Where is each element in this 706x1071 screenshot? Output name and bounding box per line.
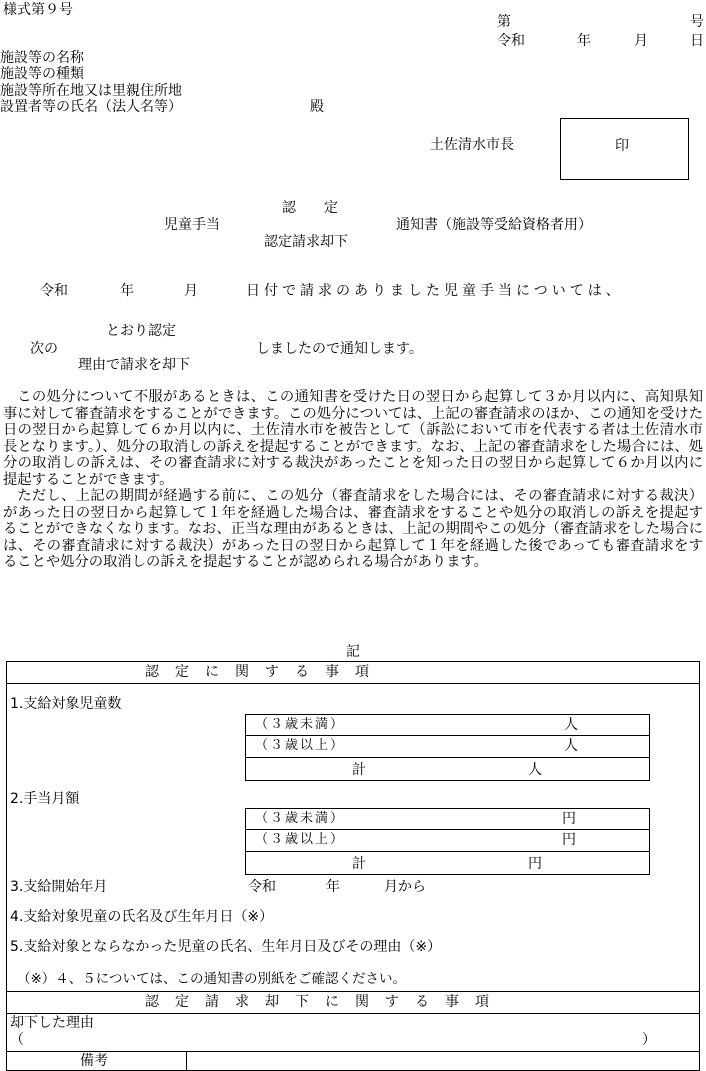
title-option-certify: 認 定 — [282, 200, 338, 216]
facility-name-label: 施設等の名称 — [0, 50, 84, 66]
item3-year: 年 — [326, 879, 340, 895]
divider — [6, 1013, 700, 1014]
form-number: 様式第９号 — [3, 2, 73, 18]
ki-mark: 記 — [346, 644, 360, 660]
reject-reason-label: 却下した理由 — [10, 1015, 94, 1031]
divider — [6, 683, 700, 684]
item1-row2-unit: 人 — [564, 738, 578, 754]
item3-month-from: 月から — [384, 879, 426, 895]
issue-date-month: 月 — [634, 33, 648, 49]
doc-number-suffix: 号 — [690, 14, 704, 30]
item1-total-label: 計 — [352, 762, 366, 778]
divider — [6, 991, 700, 992]
item1-row2-label: （３歳以上） — [255, 738, 346, 753]
notice-text — [3, 389, 703, 571]
item5-label: 5.支給対象とならなかった児童の氏名、生年月日及びその理由（※） — [10, 939, 442, 955]
item4-label: 4.支給対象児童の氏名及び生年月日（※） — [10, 909, 274, 925]
item3-label: 3.支給開始年月 — [10, 879, 108, 895]
item2-total-unit: 円 — [528, 856, 542, 872]
issuer-name: 土佐清水市長 — [430, 137, 514, 153]
founder-name-label: 設置者等の氏名（法人名等） — [0, 99, 182, 115]
honorific: 殿 — [310, 99, 324, 115]
item1-label: 1.支給対象児童数 — [10, 696, 122, 712]
divider — [186, 1051, 187, 1071]
remarks-label: 備考 — [80, 1053, 108, 1069]
issue-date-era: 令和 — [497, 33, 525, 49]
item2-row2-label: （３歳以上） — [255, 832, 346, 847]
decision-option-reject: 理由で請求を却下 — [78, 357, 190, 373]
item3-era: 令和 — [248, 879, 276, 895]
item2-row1-label: （３歳未満） — [255, 811, 346, 826]
doc-number-prefix: 第 — [497, 14, 511, 30]
item1-row1-label: （３歳未満） — [255, 717, 346, 732]
item1-total-unit: 人 — [528, 762, 542, 778]
decision-tail: しましたので通知します。 — [256, 341, 423, 357]
divider — [6, 1051, 700, 1052]
request-date-month: 月 — [184, 283, 198, 299]
issue-date-day: 日 — [690, 33, 704, 49]
request-line-text: 日付で請求のありました児童手当については、 — [246, 283, 624, 299]
title-prefix: 児童手当 — [164, 217, 220, 233]
seal-mark: 印 — [615, 138, 629, 154]
notice-paragraph-1: この処分について不服があるときは、この通知書を受けた日の翌日から起算して３か月以内に、高知県知事に対して審査請求をすることができます。この処分については、上記の審査請求のほか、この通知を受けた日の翌日から起算して６か月以内に、土佐清水市を被告として（訴訟において市を代表する者は土佐清水市長となります。）、処分の取消しの訴えを提起することができます。なお、上記の審査請求をした場合には、処分の取消しの訴えは、その審査請求に対する裁決があったことを知った日の翌日から起算して６か月以内に提起することができます。 — [3, 389, 703, 488]
divider — [245, 851, 650, 852]
certify-section-heading: 認 定 に 関 す る 事 項 — [145, 664, 370, 680]
facility-type-label: 施設等の種類 — [0, 66, 84, 82]
notice-paragraph-2: ただし、上記の期間が経過する前に、この処分（審査請求をした場合には、その審査請求に対する裁決）があった日の翌日から起算して１年を経過した場合は、審査請求をすることや処分の取消しの訴えを提起することができなくなります。なお、正当な理由があるときは、上記の期間やこの処分（審査請求をした場合には、その審査請求に対する裁決）があった日の翌日から起算して１年を経過した後であっても審査請求をすることや処分の取消しの訴えを提起することが認められる場合があります。 — [3, 488, 703, 570]
divider — [245, 757, 650, 758]
divider — [245, 829, 650, 830]
decision-lead: 次の — [30, 341, 58, 357]
item2-row2-unit: 円 — [562, 832, 576, 848]
reject-section-heading: 認 定 請 求 却 下 に 関 す る 事 項 — [145, 994, 490, 1010]
request-date-year: 年 — [120, 283, 134, 299]
request-date-era: 令和 — [40, 283, 68, 299]
certify-note: （※）４、５については、この通知書の別紙をご確認ください。 — [17, 971, 407, 987]
address-label: 施設等所在地又は里親住所地 — [0, 83, 182, 99]
title-option-reject: 認定請求却下 — [264, 234, 348, 250]
title-suffix: 通知書（施設等受給資格者用） — [396, 217, 592, 233]
divider — [245, 735, 650, 736]
reject-reason-paren-close: ） — [642, 1032, 656, 1048]
item2-label: 2.手当月額 — [10, 791, 80, 807]
reject-reason-paren-open: （ — [10, 1032, 24, 1048]
item2-total-label: 計 — [352, 856, 366, 872]
decision-option-certify: とおり認定 — [106, 323, 176, 339]
issue-date-year: 年 — [577, 33, 591, 49]
item1-row1-unit: 人 — [564, 717, 578, 733]
item2-row1-unit: 円 — [562, 811, 576, 827]
